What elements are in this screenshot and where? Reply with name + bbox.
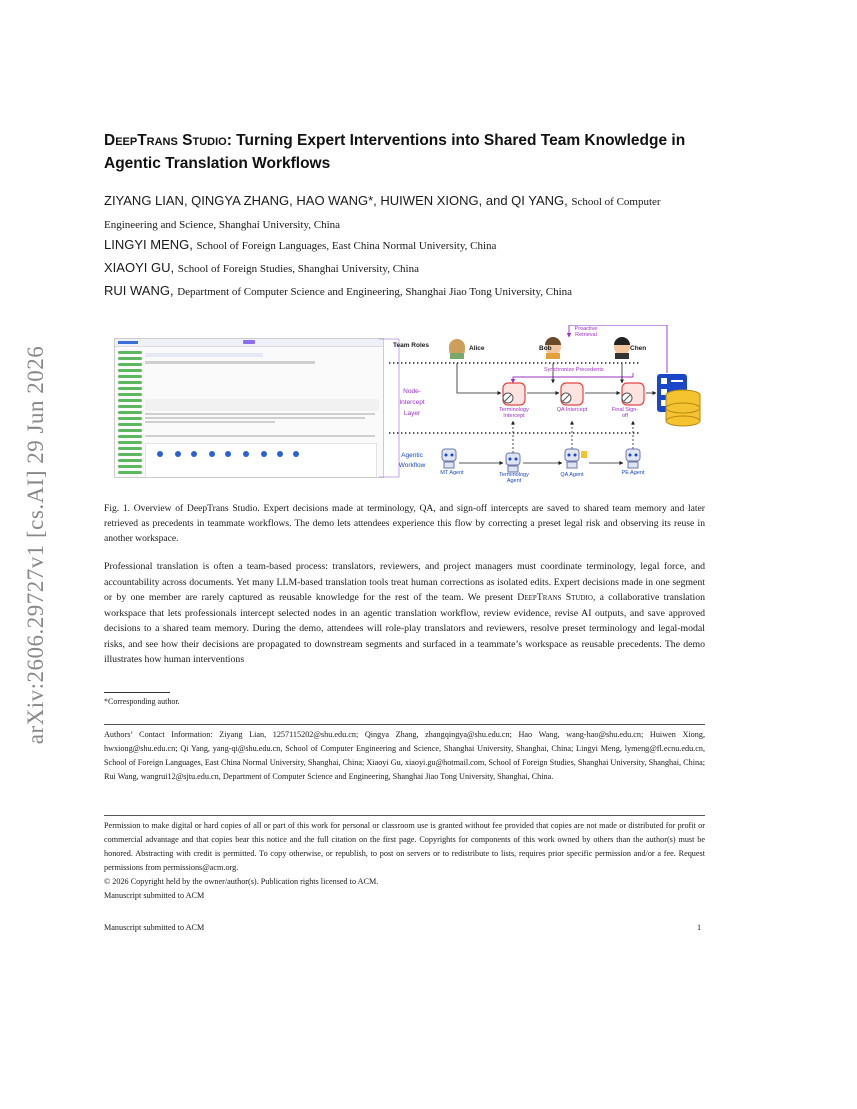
- final-signoff-label: Final Sign-off: [611, 407, 639, 419]
- pe-agent-label: PE Agent: [621, 470, 645, 476]
- terminology-intercept-icon: [503, 383, 525, 405]
- author-names: ZIYANG LIAN, QINGYA ZHANG, HAO WANG*, HUIWEN XIONG, and QI YANG,: [104, 193, 568, 208]
- segment-status-pill: [118, 351, 142, 354]
- segment-status-pill: [118, 375, 142, 378]
- synchronize-precedents-label: Synchronize Precedents: [544, 367, 604, 373]
- node-intercept-layer-label: Node-Intercept Layer: [399, 388, 425, 417]
- page-number: 1: [697, 923, 702, 932]
- intro-text-1: Professional translation is often a team-based process: translators, reviewers, and project managers must coordinate terminology, legal force, and accountability across documents. Yet many LLM-based translation tools treat human corrections as isolated edits. Expert decisions made in one segment or by one member are rarely captured as reusable knowledge for the rest of the team. We present: [104, 561, 705, 603]
- contact-rule: [104, 724, 705, 725]
- figure-caption: Fig. 1. Overview of DeepTrans Studio. Expert decisions made at terminology, QA, and sign-off intercepts are saved to shared team memory and later retrieved as precedents in teammate workflows. The demo lets attendees experience this flow by correcting a preset legal risk and observing its reuse in another workspace.: [104, 503, 705, 544]
- author-affiliation: School of Computer Engineering and Science, Shanghai University, China: [104, 196, 661, 231]
- agentic-workflow-label: Agentic Workflow: [398, 452, 426, 469]
- qa-intercept-label: QA Intercept: [556, 407, 588, 413]
- segment-status-pill: [118, 477, 142, 478]
- intro-system-name: DeepTrans Studio: [517, 592, 593, 603]
- alice-avatar: [449, 339, 465, 359]
- permission-rule: [104, 815, 705, 816]
- permission-text: Permission to make digital or hard copies of all or part of this work for personal or classroom use is granted without fee provided that copies are not made or distributed for profit or commercial advantage and that copies bear this notice and the full citation on the first page. Copyrights for components of this work owned by others than the author(s) must be honored. Abstracting with credit is permitted. To copy otherwise, or republish, to post on servers or to redistribute to lists, requires prior specific permission and/or a fee. Request permissions from permissions@acm.org.: [104, 821, 705, 872]
- footer-left: Manuscript submitted to ACM: [104, 923, 205, 932]
- segment-status-pill: [118, 399, 142, 402]
- segment-status-pill: [118, 441, 142, 444]
- chen-avatar: [614, 337, 630, 359]
- segment-status-pill: [118, 363, 142, 366]
- chen-label: Chen: [630, 345, 647, 352]
- segment-status-pill: [118, 423, 142, 426]
- segment-status-pill: [118, 381, 142, 384]
- alice-label: Alice: [469, 345, 485, 352]
- segment-status-pill: [118, 429, 142, 432]
- permission-notice: [104, 819, 705, 903]
- manuscript-line: Manuscript submitted to ACM: [104, 891, 205, 900]
- author-affiliation: Department of Computer Science and Engineering, Shanghai Jiao Tong University, China: [177, 286, 573, 298]
- segment-status-pill: [118, 447, 142, 450]
- final-signoff-icon: [622, 383, 644, 405]
- authors-contact: Authors’ Contact Information: Ziyang Lian, 1257115202@shu.edu.cn; Qingya Zhang, zhangqingya@shu.edu.cn; Hao Wang, wang-hao@shu.edu.cn; Huiwen Xiong, hwxiong@shu.edu.cn; Qi Yang, yang-qi@shu.edu.cn, School of Computer Engineering and Science, Shanghai University, Shanghai, China; Lingyi Meng, lymeng@fl.ecnu.edu.cn, School of Foreign Languages, East China Normal University, Shanghai, China; Xiaoyi Gu, xiaoyi.gu@hotmail.com, School of Foreign Studies, Shanghai University, Shanghai, China; Rui Wang, wangrui12@sjtu.edu.cn, Department of Computer Science and Engineering, Shanghai Jiao Tong University, Shanghai, China.: [104, 730, 705, 781]
- mt-agent-label: MT Agent: [440, 470, 464, 476]
- author-names: RUI WANG,: [104, 283, 174, 298]
- proactive-retrieval-label: Proactive Retrieval: [574, 326, 598, 338]
- segment-status-pill: [118, 411, 142, 414]
- terminology-agent-icon: [506, 453, 520, 472]
- segment-status-pill: [118, 369, 142, 372]
- segment-status-pill: [118, 459, 142, 462]
- pe-agent-icon: [626, 449, 640, 468]
- arxiv-stamp: arXiv:2606.29727v1 [cs.AI] 29 Jun 2026: [23, 345, 48, 745]
- qa-intercept-icon: [561, 383, 583, 405]
- author-affiliation: School of Foreign Languages, East China Normal University, China: [196, 240, 497, 252]
- team-memory-database-icon: [657, 374, 700, 426]
- footnote-corresponding: *Corresponding author.: [104, 697, 180, 706]
- author-line-4: [104, 280, 714, 303]
- paper-title: [104, 129, 714, 175]
- author-names: XIAOYI GU,: [104, 260, 175, 275]
- segment-status-pill: [118, 453, 142, 456]
- author-line-3: [104, 257, 714, 280]
- terminology-agent-label: Terminology Agent: [499, 472, 529, 484]
- segment-status-pill: [118, 393, 142, 396]
- segment-status-pill: [118, 435, 142, 438]
- workflow-diagram: [379, 325, 764, 485]
- app-screenshot: [114, 338, 384, 478]
- author-line-1: [104, 190, 714, 236]
- figure-1: [114, 325, 761, 485]
- mt-agent-icon: [442, 449, 456, 468]
- footnote-rule: [104, 692, 170, 693]
- bob-label: Bob: [539, 345, 552, 352]
- intro-text-2: , a collaborative translation workspace that lets professionals intercept selected nodes in an agentic translation workflow, review evidence, revise AI outputs, and save approved decisions to a shared team memory. During the demo, attendees will role-play translators and reviewers, resolve preset terminology and legal-modal risks, and see how their decisions are propagated to downstream segments and surfaced in a teammate’s workspace as reusable precedents. The demo illustrates how human interventions: [104, 592, 706, 665]
- segment-status-pill: [118, 405, 142, 408]
- title-rest: : Turning Expert Interventions into Shared Team Knowledge in Agentic Translation Workflows: [104, 132, 686, 172]
- author-affiliation: School of Foreign Studies, Shanghai University, China: [177, 263, 419, 275]
- intro-paragraph: [104, 559, 705, 668]
- segment-status-pill: [118, 471, 142, 474]
- qa-agent-icon: [565, 449, 587, 468]
- terminology-intercept-label: Terminology Intercept: [499, 407, 529, 419]
- segment-status-pill: [118, 357, 142, 360]
- segment-status-pill: [118, 465, 142, 468]
- segment-status-pill: [118, 417, 142, 420]
- team-roles-label: Team Roles: [393, 342, 430, 349]
- qa-agent-label: QA Agent: [560, 472, 584, 478]
- author-names: LINGYI MENG,: [104, 237, 193, 252]
- title-system-name: DeepTrans Studio: [104, 132, 227, 149]
- author-line-2: [104, 234, 714, 257]
- segment-status-pill: [118, 387, 142, 390]
- copyright-line: © 2026 Copyright held by the owner/author(s). Publication rights licensed to ACM.: [104, 877, 379, 886]
